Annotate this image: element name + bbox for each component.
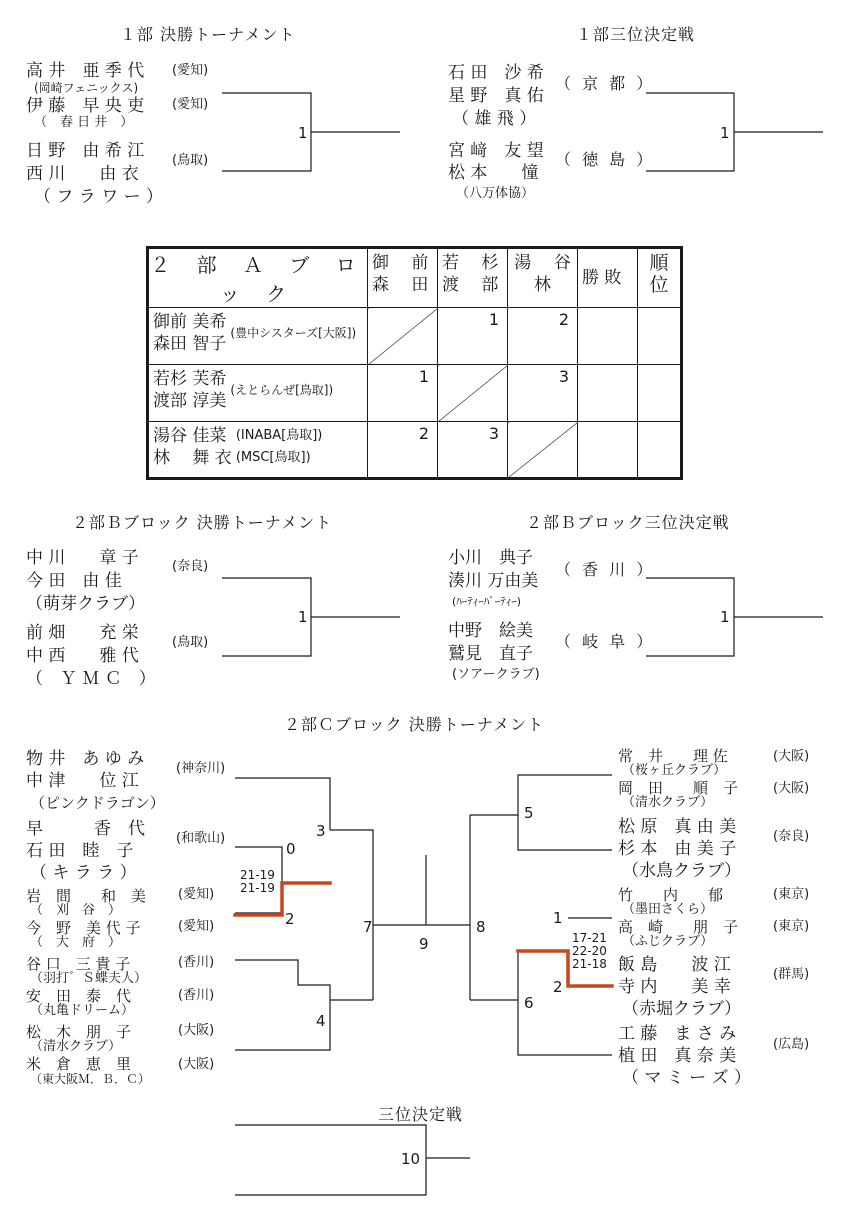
match-number: 2 — [285, 910, 295, 928]
player-name: 若杉 芙希 — [153, 369, 227, 389]
prefecture: (愛知) — [172, 63, 209, 78]
div1-final-title: １部 決勝トーナメント — [120, 25, 296, 44]
player-name: 林 舞 衣 — [153, 448, 232, 468]
club-name: (えとらんぜ[鳥取]) — [230, 383, 334, 397]
prefecture: (東京) — [773, 919, 810, 934]
prefecture: (大阪) — [178, 1057, 215, 1072]
club-name: （萌芽クラブ） — [26, 594, 146, 614]
game-score: 21-18 — [572, 957, 607, 971]
match-number: 6 — [524, 994, 534, 1012]
block-c-title: ２部Ｃブロック 決勝トーナメント — [284, 715, 545, 734]
player-name: 小川 典子 — [448, 548, 533, 568]
prefecture: (和歌山) — [176, 831, 226, 846]
prefecture: (大阪) — [773, 749, 810, 764]
game-score: 21-19 — [240, 868, 275, 882]
club-name: (INABA[鳥取]) — [235, 428, 323, 443]
table-row — [148, 422, 682, 479]
player-name: 中野 絵美 — [448, 621, 533, 641]
club-name: （ マ ミ ー ズ ） — [622, 1068, 752, 1088]
club-name: （ふじクラブ） — [622, 934, 714, 949]
match-result: 1 — [298, 608, 308, 626]
table-row — [148, 365, 682, 422]
match-result: 1 — [720, 124, 730, 142]
player-name: 寺 内 美 幸 — [618, 977, 731, 997]
match-number: 8 — [476, 918, 486, 936]
club-name: （墨田さくら） — [622, 902, 714, 917]
prefecture: (鳥取) — [172, 635, 209, 650]
club-name: （赤堀クラブ） — [622, 999, 742, 1019]
player-name: 松 本 憧 — [448, 163, 539, 183]
column-header: 御 前 森 田 — [368, 248, 438, 308]
prefecture: （ 京 都 ） — [555, 74, 656, 93]
block-b-third-title: ２部Ｂブロック三位決定戦 — [526, 513, 730, 532]
game-score: 22-20 — [572, 944, 607, 958]
club-name: （ 春 日 井 ） — [34, 115, 134, 130]
player-name: 松 原 真 由 美 — [618, 817, 737, 837]
player-name: 森田 智子 — [153, 334, 227, 354]
club-name: （桜ヶ丘クラブ） — [622, 763, 727, 778]
prefecture: (愛知) — [178, 887, 215, 902]
player-name: 工 藤 ま さ み — [618, 1024, 737, 1044]
diagonal-cell — [508, 422, 578, 479]
player-name: 安 田 泰 代 — [26, 987, 132, 1005]
block-a-title: ２ 部 Ａ ブ ロ ッ ク — [148, 248, 368, 308]
column-header-rank: 順 位 — [638, 248, 682, 308]
match-number: 3 — [316, 822, 326, 840]
prefecture: (群馬) — [773, 967, 810, 982]
player-name: 杉 本 由 美 子 — [618, 839, 737, 859]
club-name: （ピンクドラゴン） — [30, 794, 165, 812]
match-number: 10 — [401, 1150, 421, 1168]
player-name: 御前 美希 — [153, 312, 227, 332]
player-name: 宮 﨑 友 望 — [448, 141, 544, 161]
player-name: 米 倉 恵 里 — [26, 1055, 132, 1073]
match-number: 4 — [316, 1012, 326, 1030]
player-name: 竹 内 郁 — [618, 886, 724, 904]
player-name: 日 野 由 希 江 — [26, 141, 145, 161]
block-b-final-title: ２部Ｂブロック 決勝トーナメント — [72, 513, 333, 532]
player-name: 飯 島 波 江 — [618, 955, 731, 975]
column-header: 若 杉 渡 部 — [438, 248, 508, 308]
match-score: 0 — [286, 840, 296, 858]
club-name: （八万体協） — [456, 186, 535, 201]
record-cell — [578, 308, 638, 365]
prefecture: (神奈川) — [176, 761, 226, 776]
prefecture: （ 香 川 ） — [555, 560, 656, 579]
club-name: (ソアークラブ) — [452, 667, 540, 682]
club-name: （ Ｙ Ｍ Ｃ ） — [26, 669, 156, 689]
prefecture: (奈良) — [172, 559, 209, 574]
club-name: (MSC[鳥取]) — [235, 450, 311, 465]
club-name: （羽打゛Ｓ蝶夫人） — [30, 971, 148, 986]
player-name: 常 井 理 佐 — [618, 747, 728, 765]
club-name: （清水クラブ） — [30, 1039, 122, 1054]
club-name: （ 大 府 ） — [30, 935, 122, 950]
prefecture: (愛知) — [172, 97, 209, 112]
player-name: 早 香 代 — [26, 819, 145, 839]
score-cell: 2 — [508, 308, 578, 365]
player-name: 今 田 由 佳 — [26, 571, 122, 591]
prefecture: (東京) — [773, 887, 810, 902]
club-name: (岡崎フェニックス) — [34, 81, 139, 95]
player-name: 中 川 章 子 — [26, 548, 139, 568]
match-score: 1 — [553, 909, 563, 927]
record-cell — [578, 422, 638, 479]
club-name: （ キ ラ ラ ） — [30, 863, 137, 883]
match-score: 2 — [553, 978, 563, 996]
match-result: 1 — [298, 124, 308, 142]
prefecture: (大阪) — [773, 781, 810, 796]
prefecture: (香川) — [178, 988, 215, 1003]
match-number: 9 — [419, 935, 429, 953]
diagonal-cell — [368, 308, 438, 365]
player-name: 谷 口 三 貴 子 — [26, 955, 131, 973]
player-name: 岩 間 和 美 — [26, 887, 147, 905]
rank-cell — [638, 422, 682, 479]
player-name: 中 津 位 江 — [26, 771, 139, 791]
club-name: （ フ ラ ワ ー ） — [34, 187, 164, 207]
score-cell: 3 — [508, 365, 578, 422]
third-place-title: 三位決定戦 — [378, 1105, 464, 1124]
score-cell: 1 — [438, 308, 508, 365]
prefecture: （ 徳 島 ） — [555, 150, 656, 169]
match-result: 1 — [720, 608, 730, 626]
player-name: 高 井 亜 季 代 — [26, 61, 145, 81]
player-name: 伊 藤 早 央 吏 — [26, 96, 145, 116]
score-cell: 1 — [368, 365, 438, 422]
record-cell — [578, 365, 638, 422]
player-name: 中 西 雅 代 — [26, 646, 139, 666]
club-name: (ﾊｰﾃｨｰﾊﾟｰﾃｨｰ) — [452, 595, 522, 608]
player-name: 石 田 沙 希 — [448, 63, 544, 83]
match-number: 5 — [524, 804, 534, 822]
score-cell: 3 — [438, 422, 508, 479]
player-name: 鷲見 直子 — [448, 644, 533, 664]
div1-third-title: １部三位決定戦 — [576, 25, 696, 44]
block-a-table — [146, 246, 683, 480]
club-name: (豊中シスターズ[大阪]) — [230, 326, 357, 340]
player-name: 岡 田 順 子 — [618, 779, 739, 797]
player-name: 渡部 淳美 — [153, 391, 227, 411]
prefecture: (広島) — [773, 1037, 810, 1052]
player-name: 石 田 睦 子 — [26, 841, 134, 861]
club-name: （水鳥クラブ） — [622, 861, 742, 881]
diagonal-cell — [438, 365, 508, 422]
rank-cell — [638, 308, 682, 365]
club-name: （丸亀ドリーム） — [30, 1003, 135, 1018]
rank-cell — [638, 365, 682, 422]
player-name: 湊川 万由美 — [448, 571, 539, 591]
player-name: 松 木 朋 子 — [26, 1023, 132, 1041]
prefecture: (大阪) — [178, 1023, 215, 1038]
prefecture: （ 岐 阜 ） — [555, 632, 656, 651]
player-name: 星 野 真 佑 — [448, 86, 544, 106]
column-header-record: 勝 敗 — [578, 248, 638, 308]
prefecture: (奈良) — [773, 829, 810, 844]
club-name: （ 刈 谷 ） — [30, 903, 122, 918]
prefecture: (鳥取) — [172, 153, 209, 168]
player-name: 物 井 あ ゆ み — [26, 749, 145, 769]
player-name: 西 川 由 衣 — [26, 164, 139, 184]
table-row — [148, 308, 682, 365]
prefecture: (愛知) — [178, 919, 215, 934]
player-name: 湯谷 佳菜 — [153, 426, 227, 446]
player-name: 前 畑 充 栄 — [26, 623, 139, 643]
player-name: 今 野 美 代 子 — [26, 919, 141, 937]
column-header: 湯 谷 林 — [508, 248, 578, 308]
player-name: 高 崎 朋 子 — [618, 918, 739, 936]
club-name: （東大阪Ｍ．Ｂ．Ｃ） — [30, 1072, 151, 1086]
prefecture: (香川) — [178, 955, 215, 970]
player-name: 植 田 真 奈 美 — [618, 1046, 737, 1066]
game-score: 17-21 — [572, 931, 607, 945]
score-cell: 2 — [368, 422, 438, 479]
game-score: 21-19 — [240, 881, 275, 895]
club-name: （ 雄 飛 ） — [452, 109, 537, 129]
club-name: （清水クラブ） — [622, 795, 714, 810]
match-number: 7 — [363, 918, 373, 936]
